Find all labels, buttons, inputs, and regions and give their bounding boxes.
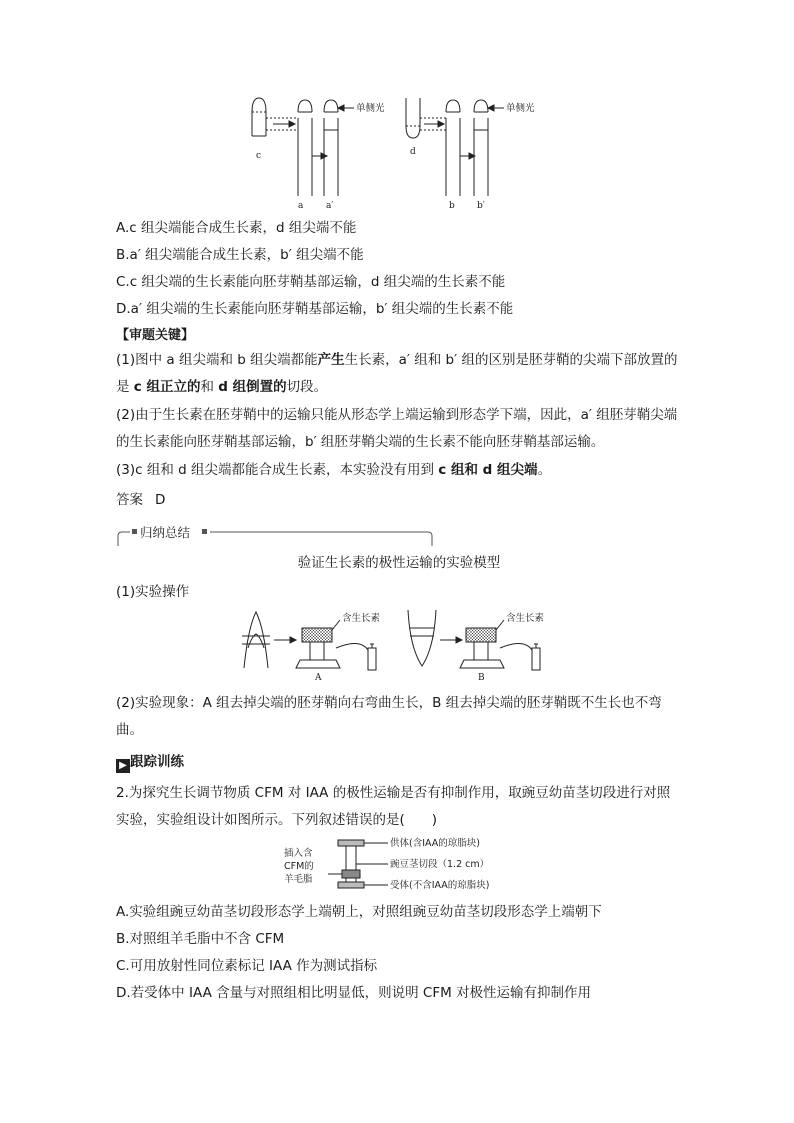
label-light-left: 单侧光 (356, 103, 385, 114)
analysis-paragraph-1: (1)图中 a 组尖端和 b 组尖端都能产生生长素，a′ 组和 b′ 组的区别是胚芽鞘的尖端下部放置的是 c 组正立的和 d 组倒置的切段。 (116, 352, 678, 395)
label-auxin-b: 含生长素 (506, 613, 545, 624)
summary-title: 验证生长素的极性运输的实验模型 (297, 555, 501, 571)
label-a-prime: a′ (326, 201, 334, 211)
label-b: b (449, 201, 455, 211)
q2-option-c: C.可用放射性同位素标记 IAA 作为测试指标 (116, 958, 378, 974)
polar-transport-figure (240, 608, 560, 688)
q1-option-a: A.c 组尖端能合成生长素，d 组尖端不能 (116, 220, 357, 236)
summary-tag: 归纳总结 (140, 525, 191, 540)
play-icon: ▶ (116, 759, 130, 773)
label-left-3: 羊毛脂 (284, 874, 313, 885)
label-segment: 豌豆茎切段（1.2 cm） (390, 859, 490, 870)
label-left-2: CFM的 (284, 861, 314, 872)
q2-stem: 2.为探究生长调节物质 CFM 对 IAA 的极性运输是否有抑制作用，取豌豆幼苗茎切段进行对照实验，实验组设计如图所示。下列叙述错误的是( ) (116, 785, 671, 828)
q1-option-d: D.a′ 组尖端的生长素能向胚芽鞘基部运输，b′ 组尖端的生长素不能 (116, 301, 514, 317)
label-group-b: B (478, 673, 485, 683)
label-light-right: 单侧光 (506, 103, 535, 114)
q1-option-b: B.a′ 组尖端能合成生长素，b′ 组尖端不能 (116, 247, 364, 263)
pea-stem-figure (284, 836, 524, 896)
label-auxin-a: 含生长素 (342, 613, 381, 624)
label-group-a: A (315, 673, 322, 683)
analysis-heading: 【审题关键】 (116, 328, 195, 343)
answer: 答案 D (116, 492, 166, 508)
q2-option-b: B.对照组羊毛脂中不含 CFM (116, 931, 285, 947)
summary-step-1: (1)实验操作 (116, 584, 190, 600)
coleoptile-experiment-figure (246, 96, 536, 210)
tracking-heading: ▶ 跟踪训练 (116, 752, 184, 773)
q1-option-c: C.c 组尖端的生长素能向胚芽鞘基部运输，d 组尖端的生长素不能 (116, 274, 506, 290)
label-a: a (298, 201, 304, 211)
summary-step-2: (2)实验现象：A 组去掉尖端的胚芽鞘向右弯曲生长，B 组去掉尖端的胚芽鞘既不生长也不弯曲。 (116, 695, 662, 738)
q2-option-a: A.实验组豌豆幼苗茎切段形态学上端朝上，对照组豌豆幼苗茎切段形态学上端朝下 (116, 904, 602, 920)
label-b-prime: b′ (477, 201, 485, 211)
label-c: c (256, 151, 262, 161)
label-receptor: 受体(不含IAA的琼脂块) (390, 880, 490, 891)
q2-option-d: D.若受体中 IAA 含量与对照组相比明显低，则说明 CFM 对极性运输有抑制作用 (116, 985, 592, 1001)
label-d: d (410, 147, 416, 157)
label-left-1: 插入含 (284, 848, 313, 859)
analysis-paragraph-2: (2)由于生长素在胚芽鞘中的运输只能从形态学上端运输到形态学下端，因此，a′ 组胚芽鞘尖端的生长素能向胚芽鞘基部运输，b′ 组胚芽鞘尖端的生长素不能向胚芽鞘基部运输。 (116, 407, 678, 450)
analysis-paragraph-3: (3)c 组和 d 组尖端都能合成生长素，本实验没有用到 c 组和 d 组尖端。 (116, 462, 552, 478)
label-donor: 供体(含IAA的琼脂块) (390, 838, 480, 849)
